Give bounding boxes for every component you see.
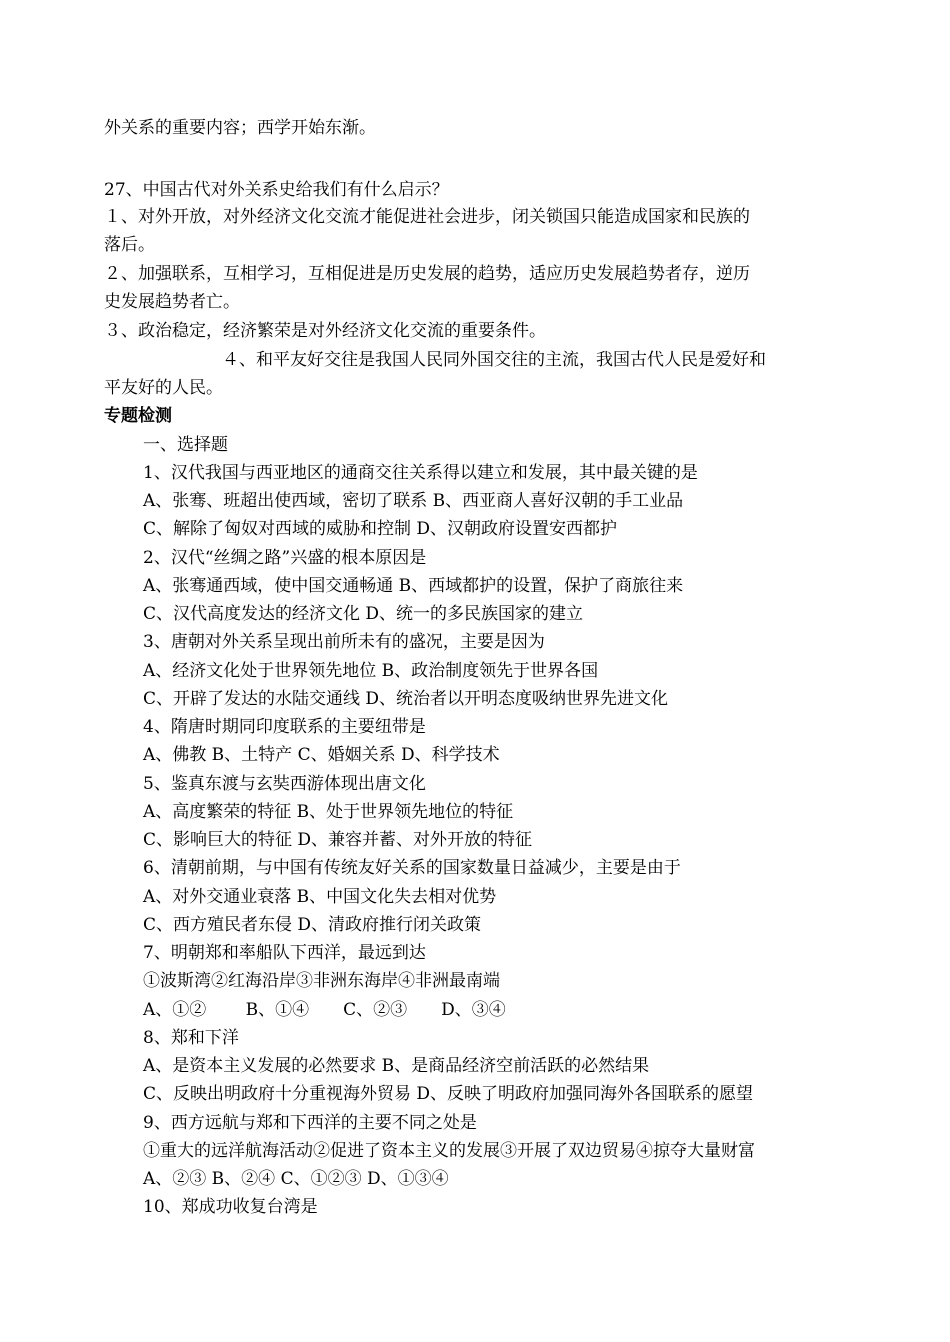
question-line: C、影响巨大的特征 D、兼容并蓄、对外开放的特征 <box>143 830 533 850</box>
question-line: 1、汉代我国与西亚地区的通商交往关系得以建立和发展，其中最关键的是 <box>143 463 698 483</box>
question-line: 3、唐朝对外关系呈现出前所未有的盛况，主要是因为 <box>143 632 545 652</box>
question-line: 10、郑成功收复台湾是 <box>143 1197 318 1217</box>
question-27: 27、中国古代对外关系史给我们有什么启示？ <box>104 180 449 200</box>
insight-3: ３、政治稳定，经济繁荣是对外经济文化交流的重要条件。 <box>104 321 546 341</box>
question-line: C、反映出明政府十分重视海外贸易 D、反映了明政府加强同海外各国联系的愿望 <box>143 1084 754 1104</box>
question-line: A、张骞、班超出使西域，密切了联系 B、西亚商人喜好汉朝的手工业品 <box>143 491 684 511</box>
question-line: 7、明朝郑和率船队下西洋，最远到达 <box>143 943 426 963</box>
question-line: C、解除了匈奴对西域的威胁和控制 D、汉朝政府设置安西都护 <box>143 519 618 539</box>
question-line: 8、郑和下洋 <box>143 1028 239 1048</box>
insight-4-cont: 平友好的人民。 <box>104 378 223 398</box>
question-line: 4、隋唐时期同印度联系的主要纽带是 <box>143 717 426 737</box>
part-title: 一、选择题 <box>143 435 228 455</box>
insight-2: ２、加强联系，互相学习，互相促进是历史发展的趋势，适应历史发展趋势者存，逆历 <box>104 264 750 284</box>
question-line: A、是资本主义发展的必然要求 B、是商品经济空前活跃的必然结果 <box>143 1056 650 1076</box>
question-line: A、张骞通西域，使中国交通畅通 B、西域都护的设置，保护了商旅往来 <box>143 576 684 596</box>
question-line: A、②③ B、②④ C、①②③ D、①③④ <box>143 1169 449 1189</box>
question-line: C、开辟了发达的水陆交通线 D、统治者以开明态度吸纳世界先进文化 <box>143 689 669 709</box>
insight-1: １、对外开放，对外经济文化交流才能促进社会进步，闭关锁国只能造成国家和民族的 <box>104 207 750 227</box>
insight-2-cont: 史发展趋势者亡。 <box>104 292 240 312</box>
question-line: A、高度繁荣的特征 B、处于世界领先地位的特征 <box>143 802 514 822</box>
question-line: ①重大的远洋航海活动②促进了资本主义的发展③开展了双边贸易④掠夺大量财富 <box>143 1141 755 1161</box>
question-line: A、经济文化处于世界领先地位 B、政治制度领先于世界各国 <box>143 661 599 681</box>
insight-4: ４、和平友好交往是我国人民同外国交往的主流，我国古代人民是爱好和 <box>222 350 766 370</box>
question-line: A、①② B、①④ C、②③ D、③④ <box>143 1000 506 1020</box>
question-line: A、佛教 B、土特产 C、婚姻关系 D、科学技术 <box>143 745 500 765</box>
question-line: C、汉代高度发达的经济文化 D、统一的多民族国家的建立 <box>143 604 584 624</box>
question-line: 2、汉代“丝绸之路”兴盛的根本原因是 <box>143 548 427 568</box>
question-line: ①波斯湾②红海沿岸③非洲东海岸④非洲最南端 <box>143 971 500 991</box>
question-line: 9、西方远航与郑和下西洋的主要不同之处是 <box>143 1113 477 1133</box>
question-line: C、西方殖民者东侵 D、清政府推行闭关政策 <box>143 915 482 935</box>
insight-1-cont: 落后。 <box>104 235 155 255</box>
section-title: 专题检测 <box>104 406 172 426</box>
question-line: A、对外交通业衰落 B、中国文化失去相对优势 <box>143 887 497 907</box>
question-line: 6、清朝前期，与中国有传统友好关系的国家数量日益减少，主要是由于 <box>143 858 681 878</box>
prev-text-tail: 外关系的重要内容；西学开始东渐。 <box>104 118 376 138</box>
question-line: 5、鉴真东渡与玄奘西游体现出唐文化 <box>143 774 426 794</box>
